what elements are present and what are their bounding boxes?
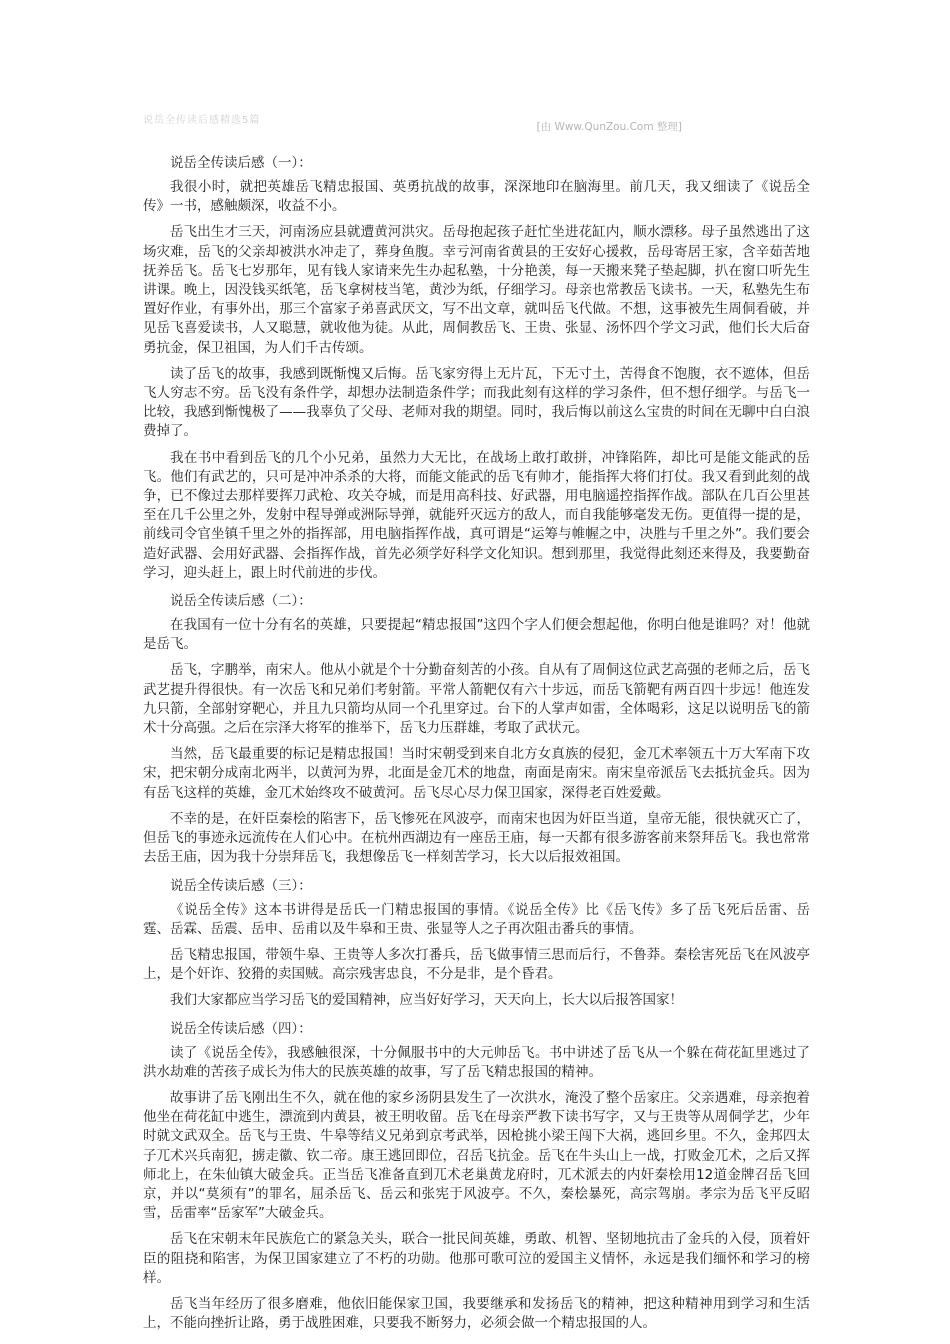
document-header-title: 说岳全传读后感精选5篇: [143, 115, 261, 126]
paragraph: 当然，岳飞最重要的标记是精忠报国！当时宋朝受到来自北方女真族的侵犯，金兀术率领五十万大军南下攻宋，把宋朝分成南北两半，以黄河为界，北面是金兀术的地盘，南面是南宋。南宋皇帝派岳飞去抵抗金兵。因为有岳飞这样的英雄，金兀术始终攻不破黄河。岳飞尽心尽力保卫国家，深得老百姓爱戴。: [143, 746, 810, 801]
section-heading: 说岳全传读后感（四）：: [170, 1020, 312, 1037]
paragraph: 读了《说岳全传》，我感触很深，十分佩服书中的大元帅岳飞。书中讲述了岳飞从一个躲在荷花缸里逃过了洪水劫难的苦孩子成长为伟大的民族英雄的故事，写了岳飞精忠报国的精神。: [143, 1044, 810, 1080]
section-heading: 说岳全传读后感（二）：: [170, 593, 312, 610]
paragraph: 不幸的是，在奸臣秦桧的陷害下，岳飞惨死在风波亭，而南宋也因为奸臣当道，皇帝无能，很快就灭亡了，但岳飞的事迹永远流传在人们心中。在杭州西湖边有一座岳王庙，每一天都有很多游客前来祭拜岳飞。我也常常去岳王庙，因为我十分崇拜岳飞，我想像岳飞一样刻苦学习，长大以后报效祖国。: [143, 810, 810, 866]
paragraph: 故事讲了岳飞刚出生不久，就在他的家乡汤阴县发生了一次洪水，淹没了整个岳家庄。父亲遇难，母亲抱着他坐在荷花缸中逃生，漂流到内黄县，被王明收留。岳飞在母亲严教下读书写字，又与王贵等从周侗学艺，少年时就文武双全。岳飞与王贵、牛皋等结义兄弟到京考武举，因枪挑小梁王闯下大祸，逃回乡里。不久，金邦四太子兀术兴兵南犯，掳走徽、钦二帝。康王逃回即位，召岳飞抗金。岳飞在牛头山上一战，打败金兀术，之后又挥师北上，在朱仙镇大破金兵。正当岳飞准备直到兀术老巢黄龙府时，兀术派去的内奸秦桧用12道金牌召岳飞回京，并以“莫须有”的罪名，屈杀岳飞、岳云和张宪于风波亭。不久，秦桧暴死，高宗驾崩。孝宗为岳飞平反昭雪，岳雷率“岳家军”大破金兵。: [143, 1089, 810, 1222]
paragraph: 我们大家都应当学习岳飞的爱国精神，应当好好学习，天天向上，长大以后报答国家！: [170, 992, 683, 1009]
section-heading: 说岳全传读后感（三）：: [170, 877, 312, 894]
paragraph: 《说岳全传》这本书讲得是岳氏一门精忠报国的事情。《说岳全传》比《岳飞传》多了岳飞死后岳雷、岳霆、岳霖、岳震、岳申、岳甫以及牛皋和王贵、张显等人之子再次阻击番兵的事情。: [143, 901, 810, 937]
paragraph: 读了岳飞的故事，我感到既惭愧又后悔。岳飞家穷得上无片瓦，下无寸土，苦得食不饱腹，衣不遮体，但岳飞人穷志不穷。岳飞没有条件学，却想办法制造条件学；而我此刻有这样的学习条件，但不想仔细学。与岳飞一比较，我感到惭愧极了——我辜负了父母、老师对我的期望。同时，我后悔以前这么宝贵的时间在无聊中白白浪费掉了。: [143, 365, 810, 440]
paragraph: 岳飞精忠报国，带领牛皋、王贵等人多次打番兵，岳飞做事情三思而后行，不鲁莽。秦桧害死岳飞在风波亭上，是个奸诈、狡猾的卖国贼。高宗残害忠良，不分是非，是个昏君。: [143, 946, 810, 983]
paragraph: 我很小时，就把英雄岳飞精忠报国、英勇抗战的故事，深深地印在脑海里。前几天，我又细读了《说岳全传》一书，感触颇深，收益不小。: [143, 179, 810, 215]
source-note: [由 Www.QunZou.Com 整理]: [536, 121, 682, 133]
paragraph: 岳飞出生才三天，河南汤应县就遭黄河洪灾。岳母抱起孩子赶忙坐进花缸内，顺水漂移。母子虽然逃出了这场灾难，岳飞的父亲却被洪水冲走了，葬身鱼腹。幸亏河南省黄县的王安好心援救，岳母寄居王家，含辛茹苦地抚养岳飞。岳飞七岁那年，见有钱人家请来先生办起私塾，十分艳羡，每一天搬来凳子垫起脚，扒在窗口听先生讲课。晚上，因没钱买纸笔，岳飞拿树枝当笔，黄沙为纸，仔细学习。母亲也常教岳飞读书。一天，私塾先生布置好作业，有事外出，那三个富家子弟喜武厌文，写不出文章，就叫岳飞代做。不想，这事被先生周侗看破，并见岳飞喜爱读书，人又聪慧，就收他为徒。从此，周侗教岳飞、王贵、张显、汤怀四个学文习武，他们长大后奋勇抗金，保卫祖国，为人们千古传颂。: [143, 224, 810, 356]
section-heading: 说岳全传读后感（一）：: [170, 155, 312, 171]
document-body: [143, 152, 810, 1340]
paragraph: 岳飞当年经历了很多磨难，他依旧能保家卫国，我要继承和发扬岳飞的精神，把这种精神用到学习和生活上，不能向挫折让路，勇于战胜困难，只要我不断努力，必须会做一个精忠报国的人。: [143, 1295, 810, 1332]
paragraph: 在我国有一位十分有名的英雄，只要提起“精忠报国”这四个字人们便会想起他，你明白他是谁吗？对！他就是岳飞。: [143, 617, 810, 653]
paragraph: 岳飞在宋朝末年民族危亡的紧急关头，联合一批民间英雄，勇敢、机智、坚韧地抗击了金兵的入侵，顶着奸臣的阻挠和陷害，为保卫国家建立了不朽的功勋。他那可歌可泣的爱国主义情怀，永远是我们缅怀和学习的榜样。: [143, 1231, 810, 1286]
paragraph: 岳飞，字鹏举，南宋人。他从小就是个十分勤奋刻苦的小孩。自从有了周侗这位武艺高强的老师之后，岳飞武艺提升得很快。有一次岳飞和兄弟们考射箭。平常人箭靶仅有六十步远，而岳飞箭靶有两百四十步远！他连发九只箭，全部射穿靶心，并且九只箭均从同一个孔里穿过。台下的人掌声如雷，全体喝彩，这足以说明岳飞的箭术十分高强。之后在宗泽大将军的推举下，岳飞力压群雄，考取了武状元。: [143, 662, 810, 737]
paragraph: 我在书中看到岳飞的几个小兄弟，虽然力大无比，在战场上敢打敢拼，冲锋陷阵，却比可是能文能武的岳飞。他们有武艺的，只可是冲冲杀杀的大将，而能文能武的岳飞有帅才，能指挥大将们打仗。我又看到此刻的战争，已不像过去那样要挥刀武枪、攻关夺城，而是用高科技、好武器，用电脑遥控指挥作战。部队在几百公里甚至在几千公里之外，发射中程导弹或洲际导弹，就能歼灭远方的敌人，而自我能够毫发无伤。更值得一提的是，前线司令官坐镇千里之外的指挥部，用电脑指挥作战，真可谓是“运筹与帷幄之中，决胜与千里之外”。我们要会造好武器、会用好武器、会指挥作战，首先必须学好科学文化知识。想到那里，我觉得此刻还来得及，我要勤奋学习，迎头赶上，跟上时代前进的步伐。: [143, 449, 810, 581]
